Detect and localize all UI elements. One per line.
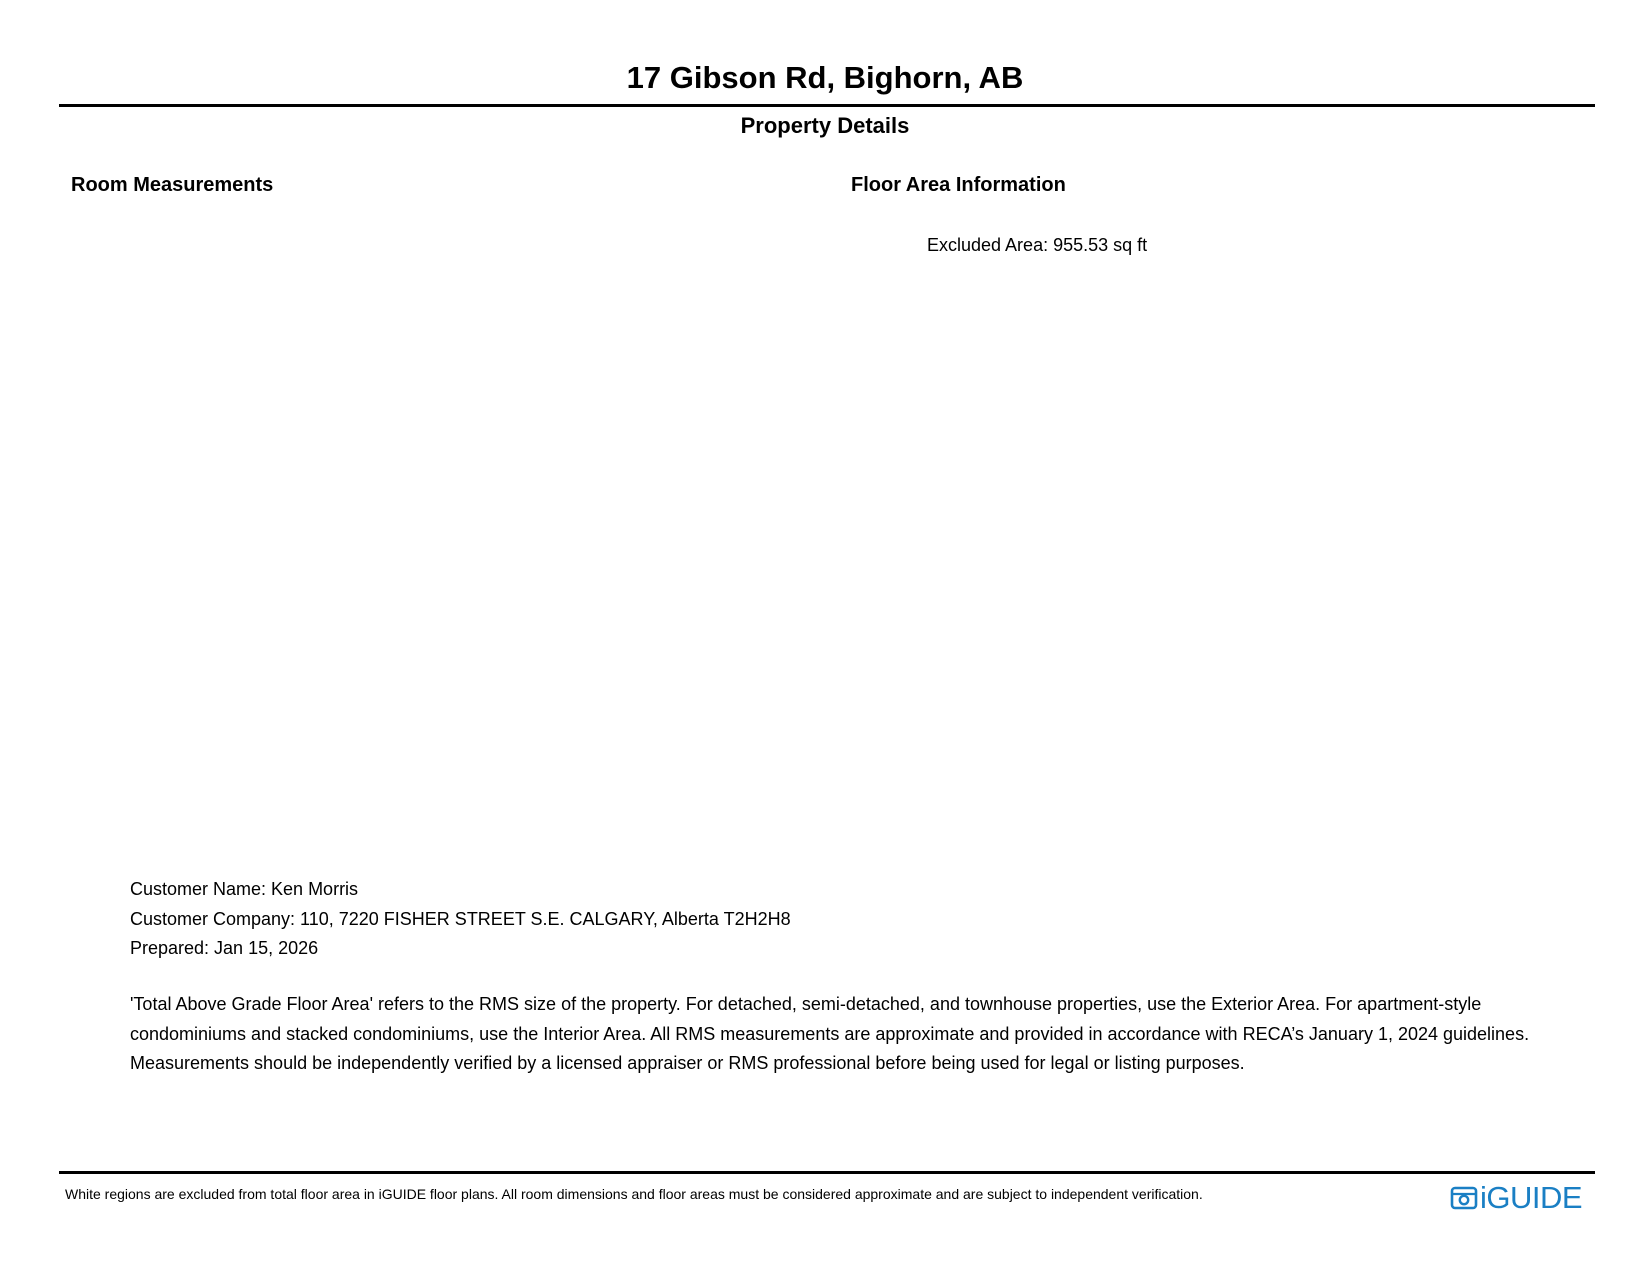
- iguide-logo: [1450, 1180, 1582, 1216]
- prepared-date: Prepared: Jan 15, 2026: [130, 938, 319, 958]
- disclaimer-text: 'Total Above Grade Floor Area' refers to the RMS size of the property. For detached, semi-detached, and townhouse properties, use the Exterior Area. For apartment-style condominiums and stacked condominiums, use the Interior Area. All RMS measurements are approximate and provided in accordance with RECA’s January 1, 2024 guidelines. Measurements should be independently verified by a licensed appraiser or RMS professional before being used for legal or listing purposes.: [130, 994, 1530, 1073]
- customer-company: Customer Company: 110, 7220 FISHER STREET S.E. CALGARY, Alberta T2H2H8: [130, 908, 791, 929]
- header-divider: [59, 104, 1595, 107]
- customer-name: Customer Name: Ken Morris: [130, 879, 359, 899]
- floor-area-heading: Floor Area Information: [851, 174, 1066, 196]
- logo-text: iGUIDE: [1480, 1180, 1583, 1215]
- camera-icon: [1450, 1184, 1478, 1212]
- page-title: 17 Gibson Rd, Bighorn, AB: [626, 60, 1024, 95]
- page-subtitle: Property Details: [740, 113, 910, 138]
- excluded-area-value: Excluded Area: 955.53 sq ft: [927, 235, 1148, 255]
- footer-note: White regions are excluded from total floor area in iGUIDE floor plans. All room dimensions and floor areas must be considered approximate and are subject to independent verification.: [65, 1186, 1203, 1202]
- room-measurements-heading: Room Measurements: [71, 174, 274, 196]
- customer-info: [130, 875, 791, 964]
- footer-divider: [59, 1171, 1595, 1174]
